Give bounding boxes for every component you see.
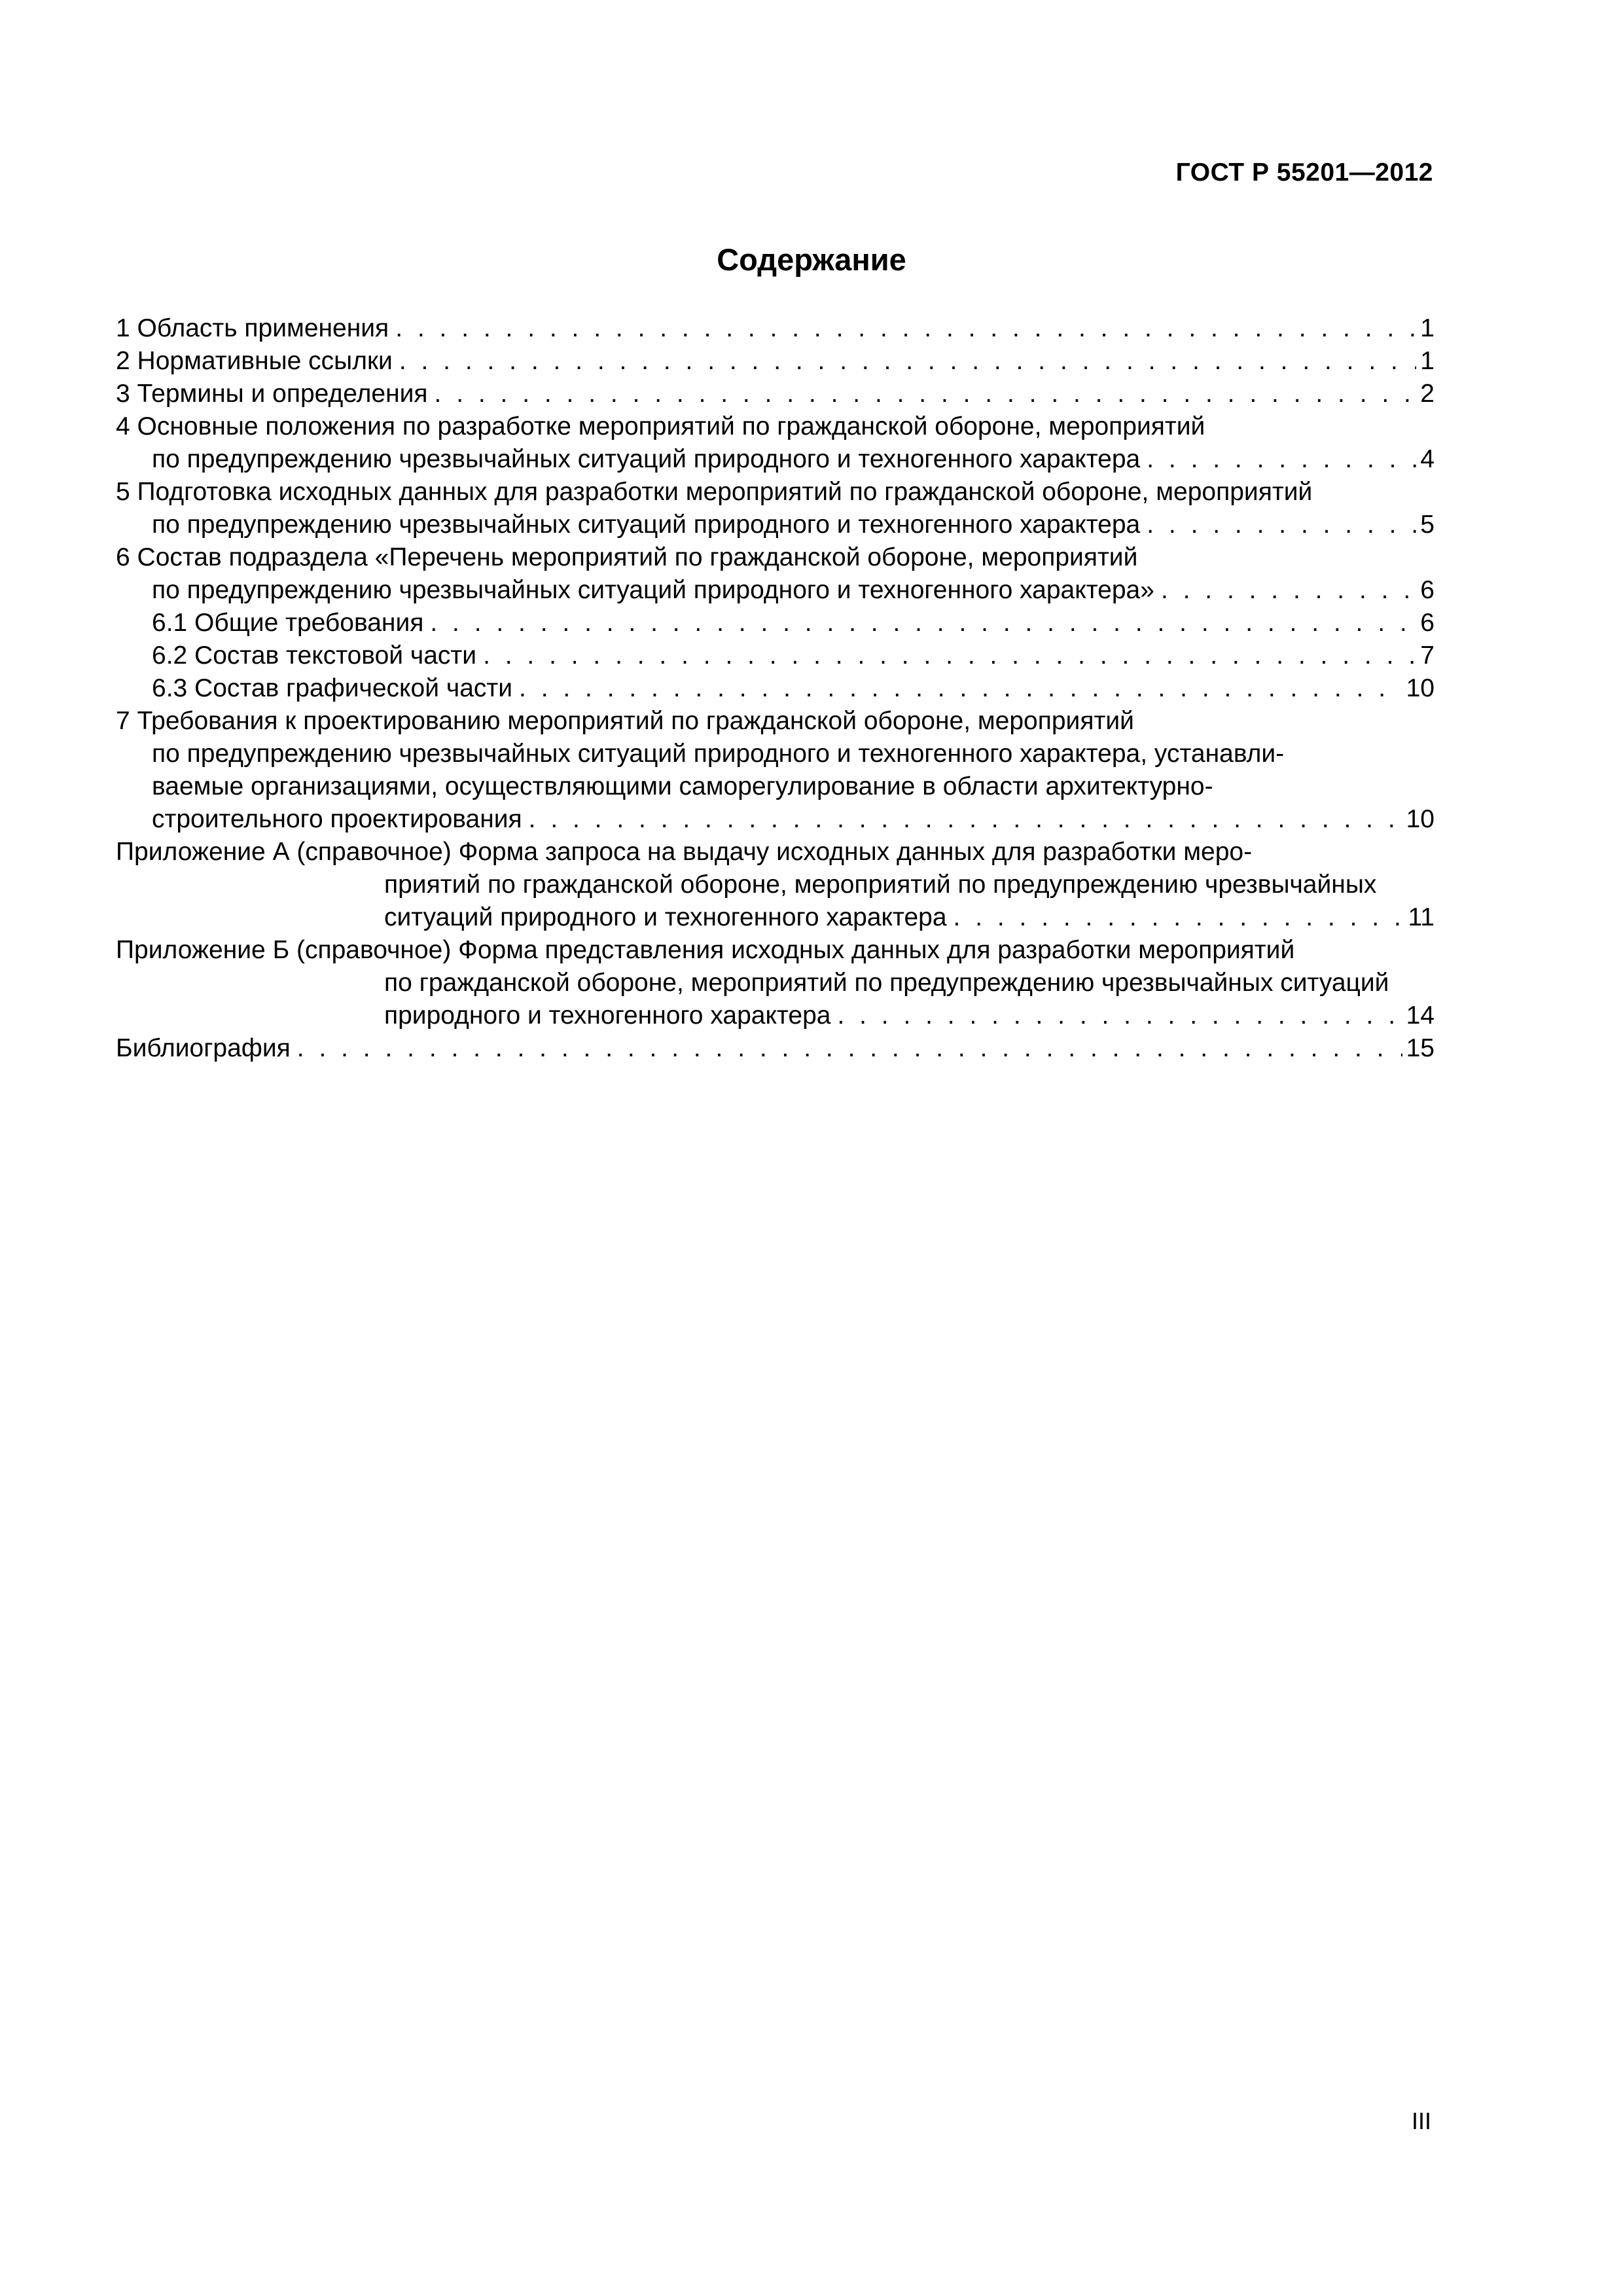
- toc-entry-1[interactable]: [116, 312, 1435, 345]
- page-number: III: [1411, 2108, 1431, 2134]
- toc-title: Содержание: [717, 242, 906, 277]
- table-of-contents: [116, 312, 1435, 1065]
- toc-page-number: 10: [1406, 805, 1435, 833]
- toc-entry-3[interactable]: [116, 378, 1435, 410]
- toc-entry-text: Библиография: [116, 1034, 291, 1062]
- toc-page-number: 1: [1420, 314, 1435, 342]
- toc-entry-text: по предупреждению чрезвычайных ситуаций природного и техногенного характера: [152, 511, 1141, 539]
- toc-entry-5[interactable]: [116, 476, 1435, 541]
- toc-entry-text: ваемые организациями, осуществляющими саморегулирование в области архитектурно-: [152, 772, 1213, 800]
- toc-entry-7[interactable]: [116, 705, 1435, 836]
- toc-entry-6-1[interactable]: [116, 607, 1435, 639]
- toc-entry-text: 5 Подготовка исходных данных для разработки мероприятий по гражданской обороне, мероприятий: [116, 478, 1313, 506]
- toc-entry-6-3[interactable]: [116, 672, 1435, 705]
- dot-leader: [1161, 574, 1416, 607]
- toc-page-number: 11: [1408, 903, 1435, 931]
- toc-entry-text: 1 Область применения: [116, 314, 389, 342]
- dot-leader: [1147, 443, 1416, 476]
- toc-page-number: 5: [1420, 511, 1435, 539]
- document-code: ГОСТ Р 55201—2012: [1175, 158, 1433, 187]
- toc-entry-text: по предупреждению чрезвычайных ситуаций природного и техногенного характера»: [152, 576, 1154, 604]
- dot-leader: [1147, 509, 1416, 541]
- toc-entry-appendix-a[interactable]: [116, 836, 1435, 934]
- toc-entry-appendix-b[interactable]: [116, 934, 1435, 1032]
- dot-leader: [519, 672, 1402, 705]
- dot-leader: [430, 607, 1416, 639]
- toc-page-number: 14: [1406, 1001, 1435, 1030]
- toc-entry-text: природного и техногенного характера: [384, 1001, 831, 1030]
- toc-entry-text: строительного проектирования: [152, 805, 522, 833]
- toc-page-number: 1: [1420, 347, 1435, 375]
- dot-leader: [837, 999, 1402, 1032]
- toc-page-number: 6: [1420, 576, 1435, 604]
- toc-page-number: 10: [1406, 674, 1435, 702]
- toc-entry-text: ситуаций природного и техногенного характера: [384, 903, 947, 931]
- toc-entry-text: по предупреждению чрезвычайных ситуаций природного и техногенного характера, устанавли-: [152, 740, 1285, 768]
- toc-page-number: 15: [1406, 1034, 1435, 1062]
- toc-page-number: 6: [1420, 609, 1435, 637]
- toc-entry-text: 3 Термины и определения: [116, 380, 428, 408]
- toc-entry-text: 6.3 Состав графической части: [152, 674, 513, 702]
- toc-entry-text: 6.2 Состав текстовой части: [152, 641, 477, 670]
- toc-entry-text: 4 Основные положения по разработке мероприятий по гражданской обороне, мероприятий: [116, 412, 1205, 440]
- toc-entry-text: 6 Состав подраздела «Перечень мероприятий по гражданской обороне, мероприятий: [116, 543, 1138, 571]
- toc-entry-6[interactable]: [116, 541, 1435, 607]
- toc-entry-2[interactable]: [116, 345, 1435, 378]
- toc-entry-text: по предупреждению чрезвычайных ситуаций природного и техногенного характера: [152, 445, 1141, 473]
- toc-entry-text: Приложение Б (справочное) Форма представления исходных данных для разработки мероприятий: [116, 936, 1295, 964]
- toc-entry-6-2[interactable]: [116, 639, 1435, 672]
- dot-leader: [954, 901, 1404, 934]
- toc-entry-text: приятий по гражданской обороне, мероприятий по предупреждению чрезвычайных: [384, 870, 1377, 899]
- dot-leader: [435, 378, 1417, 410]
- dot-leader: [395, 312, 1416, 345]
- toc-entry-text: Приложение А (справочное) Форма запроса на выдачу исходных данных для разработки меро-: [116, 838, 1253, 866]
- toc-entry-text: по гражданской обороне, мероприятий по предупреждению чрезвычайных ситуаций: [384, 969, 1389, 997]
- toc-entry-4[interactable]: [116, 410, 1435, 476]
- toc-entry-text: 6.1 Общие требования: [152, 609, 424, 637]
- toc-entry-bibliography[interactable]: [116, 1032, 1435, 1065]
- dot-leader: [297, 1032, 1402, 1065]
- dot-leader: [483, 639, 1416, 672]
- dot-leader: [399, 345, 1416, 378]
- toc-entry-text: 7 Требования к проектированию мероприятий по гражданской обороне, мероприятий: [116, 707, 1134, 735]
- toc-page-number: 4: [1420, 445, 1435, 473]
- toc-page-number: 7: [1420, 641, 1435, 670]
- toc-page-number: 2: [1420, 380, 1435, 408]
- toc-entry-text: 2 Нормативные ссылки: [116, 347, 393, 375]
- dot-leader: [529, 803, 1402, 836]
